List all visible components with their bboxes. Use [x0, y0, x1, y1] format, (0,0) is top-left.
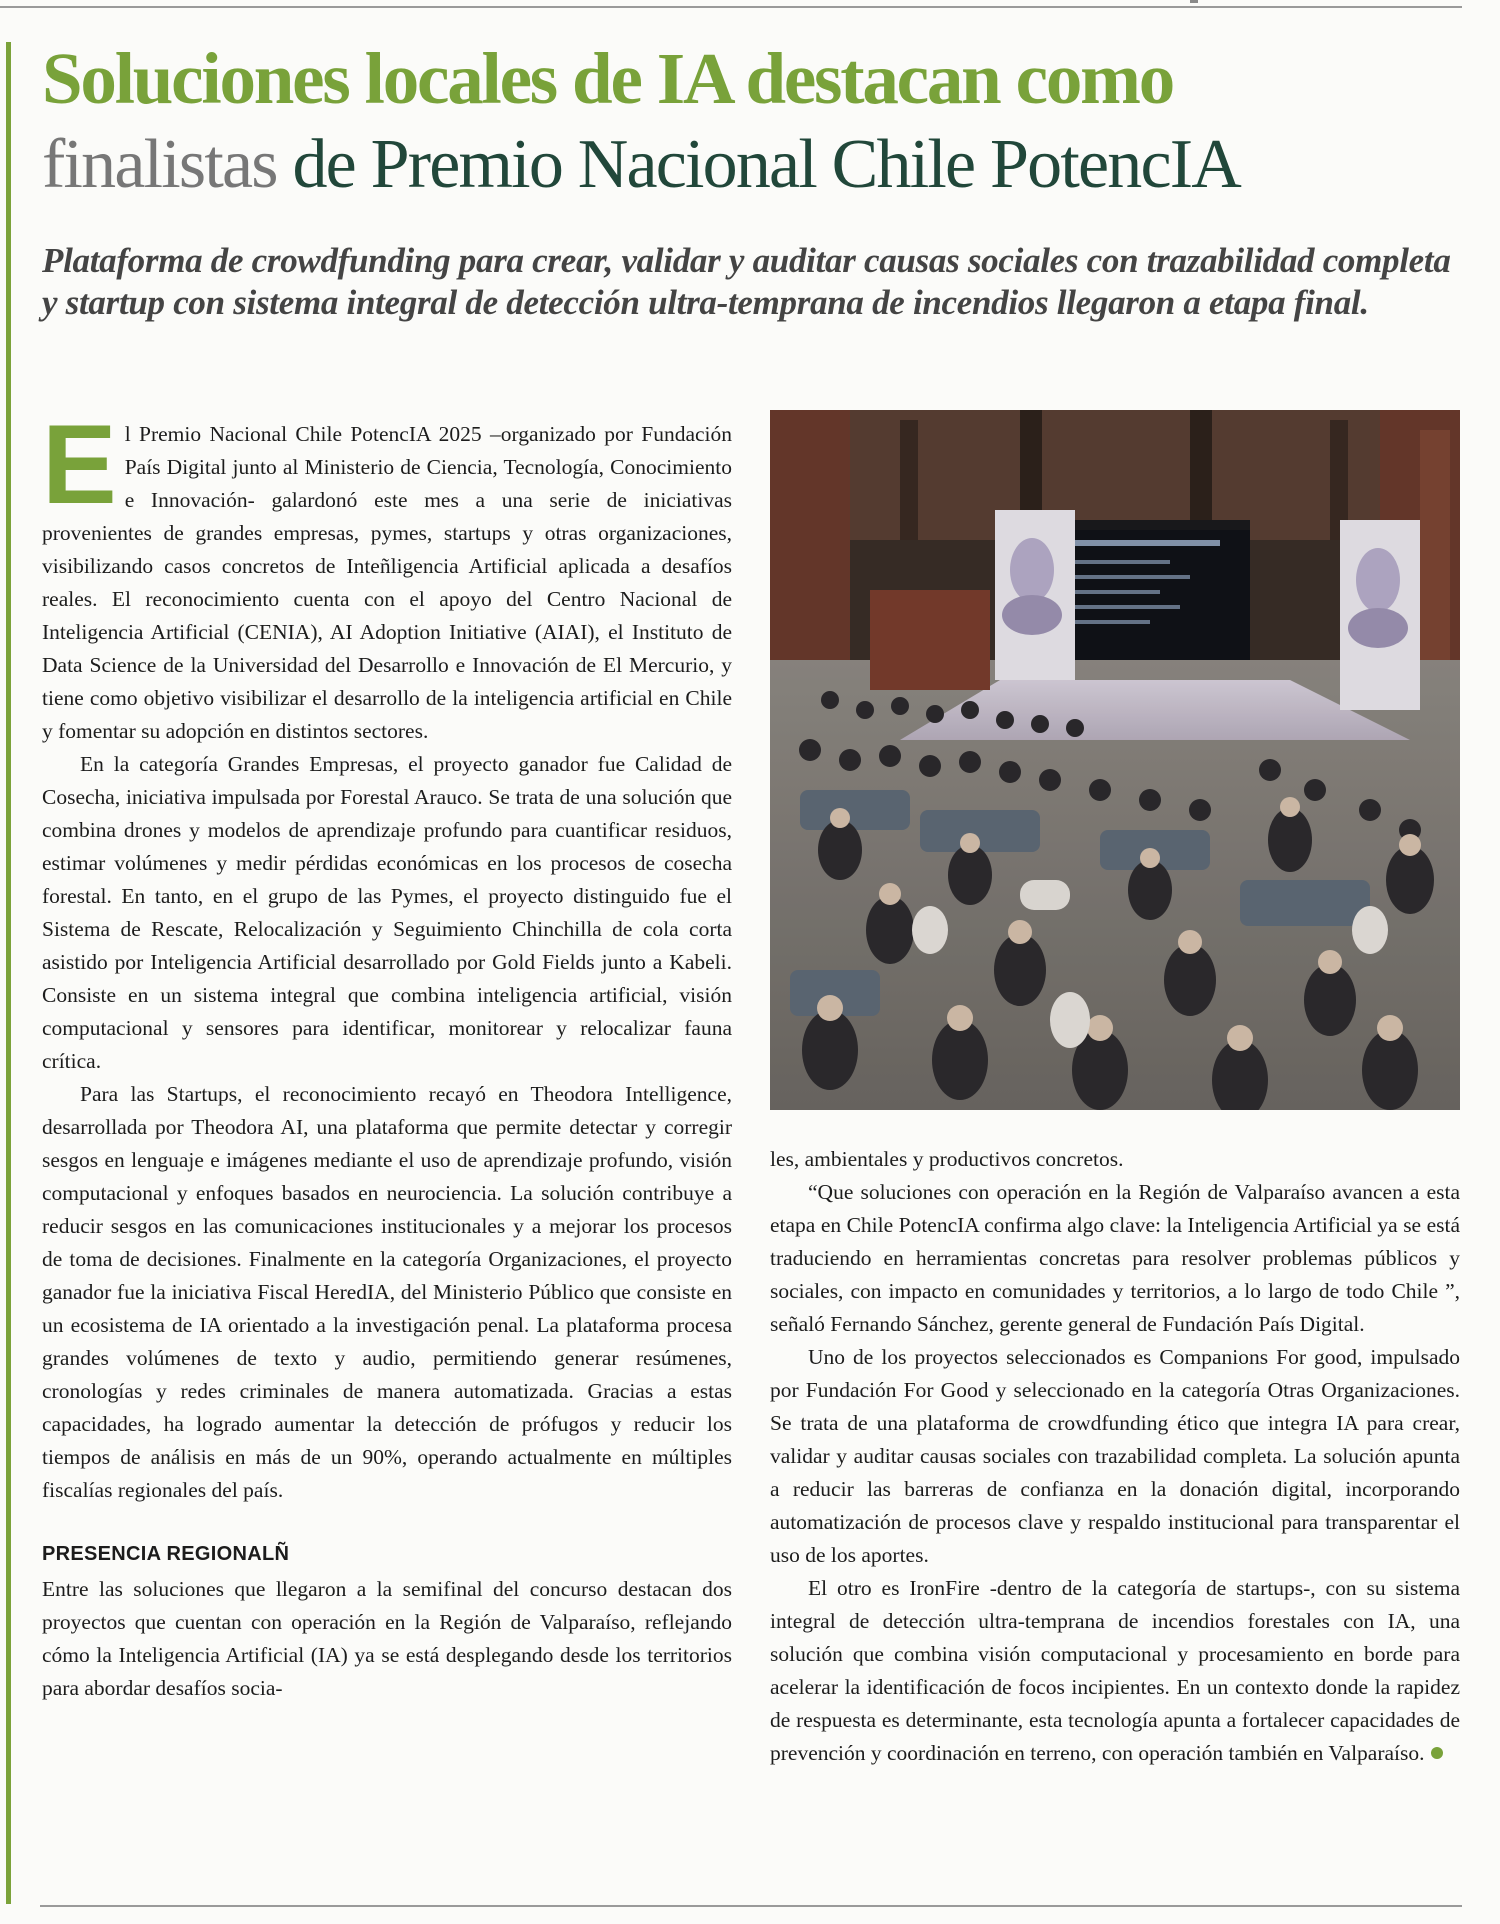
paragraph-7 — [770, 1572, 1460, 1770]
article-column-left — [42, 402, 732, 1705]
end-mark-icon — [1431, 1747, 1443, 1759]
paragraph-4-continued: les, ambientales y productivos concretos. — [770, 1147, 1124, 1171]
top-rule — [0, 6, 1462, 8]
headline-line-2-dark: de Premio Nacional Chile PotencIA — [292, 126, 1241, 203]
paragraph-1-text: l Premio Nacional Chile PotencIA 2025 –organizado por Fundación País Digital junto al Ministerio de Ciencia, Tecnología, Conocimiento e Innovación- galardonó este mes a una serie de iniciativas provenientes de grandes empresas, pymes, startups y otras organizaciones, visibilizando casos concretos de Inteñligencia Artificial aplicada a desafíos reales. El reconocimiento cuenta con el apoyo del Centro Nacional de Inteligencia Artificial (CENIA), AI Adoption Initiative (AIAI), el Instituto de Data Science de la Universidad del Desarrollo e Innovación de El Mercurio, y tiene como objetivo visibilizar el desarrollo de la inteligencia artificial en Chile y fomentar su adopción en distintos sectores. — [42, 422, 732, 743]
accent-bar — [6, 42, 11, 1904]
top-tick — [1190, 0, 1198, 3]
bottom-rule — [40, 1905, 1462, 1907]
paragraph-5-quote: “Que soluciones con operación en la Región de Valparaíso avancen a esta etapa en Chile PotencIA confirma algo clave: la Inteligencia Artificial ya se está traduciendo en herramientas concretas para resolver problemas públicos y sociales, con impacto en comunidades y territorios, a lo largo de todo Chile ”, señaló Fernando Sánchez, gerente general de Fundación País Digital. — [770, 1180, 1460, 1336]
event-photo — [770, 410, 1460, 1110]
paragraph-7-text: El otro es IronFire -dentro de la categoría de startups-, con su sistema integral de detección ultra-temprana de incendios forestales con IA, una solución que combina visión computacional y procesamiento en borde para acelerar la identificación de focos incipientes. En un contexto donde la rapidez de respuesta es determinante, esta tecnología apunta a fortalecer capacidades de prevención y coordinación en terreno, con operación también en Valparaíso. — [770, 1576, 1460, 1765]
event-photo-illustration — [770, 410, 1460, 1110]
paragraph-2: En la categoría Grandes Empresas, el proyecto ganador fue Calidad de Cosecha, iniciativa impulsada por Forestal Arauco. Se trata de una solución que combina drones y modelos de aprendizaje profundo para cuantificar residuos, estimar volúmenes y medir pérdidas económicas en los procesos de cosecha forestal. En tanto, en el grupo de las Pymes, el proyecto distinguido fue el Sistema de Rescate, Relocalización y Seguimiento Chinchilla de cola corta asistido por Inteligencia Artificial desarrollado por Gold Fields junto a Kabeli. Consiste en un sistema integral que combina inteligencia artificial, visión computacional y sensores para identificar, monitorear y relocalizar fauna crítica. — [42, 752, 732, 1073]
headline-line-1: Soluciones locales de IA destacan como — [42, 38, 1174, 119]
paragraph-3: Para las Startups, el reconocimiento recayó en Theodora Intelligence, desarrollada por Theodora AI, una plataforma que permite detectar y corregir sesgos en lenguaje e imágenes mediante el uso de aprendizaje profundo, visión computacional y enfoques basados en neurociencia. La solución contribuye a reducir sesgos en las comunicaciones institucionales y a mejorar los procesos de toma de decisiones. Finalmente en la categoría Organizaciones, el proyecto ganador fue la iniciativa Fiscal HeredIA, del Ministerio Público que consiste en un ecosistema de IA orientado a la investigación penal. La plataforma procesa grandes volúmenes de texto y audio, permitiendo generar resúmenes, cronologías y redes criminales de manera automatizada. Gracias a estas capacidades, ha logrado aumentar la detección de prófugos y reducir los tiempos de análisis en más de un 90%, operando actualmente en múltiples fiscalías regionales del país. — [42, 1082, 732, 1502]
paragraph-4: Entre las soluciones que llegaron a la semifinal del concurso destacan dos proyectos que cuentan con operación en la Región de Valparaíso, reflejando cómo la Inteligencia Artificial (IA) ya se está desplegando desde los territorios para abordar desafíos socia- — [42, 1577, 732, 1700]
headline-line-2-gray: finalistas — [42, 126, 277, 203]
headline — [42, 36, 1482, 208]
section-subhead: PRESENCIA REGIONALÑ — [42, 1543, 290, 1565]
drop-cap: E — [42, 402, 117, 527]
deck-subtitle: Plataforma de crowdfunding para crear, validar y auditar causas sociales con trazabilidad completa y startup con sistema integral de detección ultra-temprana de incendios llegaron a etapa final. — [42, 241, 1451, 322]
article-column-right — [770, 1143, 1460, 1770]
headline-line-2 — [42, 122, 1482, 208]
paragraph-6: Uno de los proyectos seleccionados es Companions For good, impulsado por Fundación For Good y seleccionado en la categoría Otras Organizaciones. Se trata de una plataforma de crowdfunding ético que integra IA para crear, validar y auditar causas sociales con trazabilidad completa. La solución apunta a reducir las barreras de confianza en la donación digital, incorporando automatización de procesos clave y respaldo institucional para transparentar el uso de los aportes. — [770, 1345, 1460, 1567]
paragraph-1 — [42, 402, 732, 748]
